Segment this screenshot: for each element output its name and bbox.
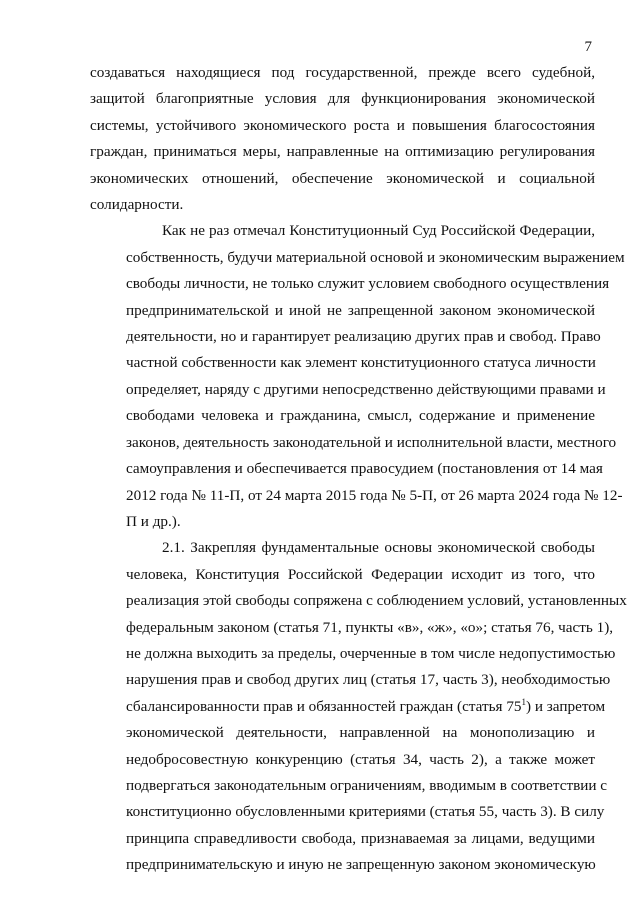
text-line: собственность, будучи материальной основой и экономическим выражением (126, 248, 625, 266)
body-text (90, 60, 627, 879)
text-line: самоуправления и обеспечивается правосудием (постановления от 14 мая (126, 460, 603, 478)
paragraph-2 (90, 218, 625, 535)
text-line: системы, устойчивого экономического роста и повышения благосостояния (90, 116, 595, 134)
text-line: сбалансированности прав и обязанностей граждан (статья $75^1$) и запретом (126, 696, 606, 715)
paragraph-1 (90, 60, 595, 218)
text-line: реализация этой свободы сопряжена с соблюдением условий, установленных (126, 592, 627, 610)
text-line: подвергаться законодательным ограничениям, вводимым в соответствии с (126, 776, 608, 794)
text-line: Как не раз отмечал Конституционный Суд Российской Федерации, (162, 222, 595, 240)
text-line: не должна выходить за пределы, очерченные в том числе недопустимостью (126, 644, 616, 662)
text-line: экономических отношений, обеспечение экономической и социальной (90, 169, 595, 187)
text-line: свободами человека и гражданина, смысл, содержание и применение (126, 407, 595, 425)
text-line: свободы личности, не только служит условием свободного осуществления (126, 275, 610, 293)
text-line: граждан, приниматься меры, направленные на оптимизацию регулирования (90, 143, 595, 161)
superscript: 1 (521, 696, 527, 707)
text-line: П и др.). (126, 512, 181, 530)
text-line: человека, Конституция Российской Федерации исходит из того, что (126, 565, 595, 583)
text-line: недобросовестную конкуренцию (статья 34, часть 2), а также может (126, 750, 595, 768)
text-line: предпринимательскую и иную не запрещенную законом экономическую (126, 856, 596, 874)
paragraph-3 (90, 535, 627, 878)
text-line: 2.1. Закрепляя фундаментальные основы экономической свободы (162, 539, 595, 557)
text-line: принципа справедливости свобода, признаваемая за лицами, ведущими (126, 829, 595, 847)
text-line: защитой благоприятные условия для функционирования экономической (90, 90, 595, 108)
page-number: 7 (584, 39, 592, 55)
text-line: частной собственности как элемент конституционного статуса личности (126, 354, 596, 372)
text-line: солидарности. (90, 196, 184, 214)
text-line: законов, деятельность законодательной и исполнительной власти, местного (126, 433, 617, 451)
text-line: предпринимательской и иной не запрещенной законом экономической (126, 301, 595, 319)
text-line: 2012 года № 11-П, от 24 марта 2015 года № 5-П, от 26 марта 2024 года № 12- (126, 486, 623, 504)
text-line: экономической деятельности, направленной на монополизацию и (126, 724, 595, 742)
text-line: определяет, наряду с другими непосредственно действующими правами и (126, 380, 606, 398)
text-line: нарушения прав и свобод других лиц (статья 17, часть 3), необходимостью (126, 671, 611, 689)
text-line: создаваться находящиеся под государственной, прежде всего судебной, (90, 64, 595, 81)
text-line: федеральным законом (статья 71, пункты «в», «ж», «о»; статья 76, часть 1), (126, 618, 614, 636)
text-line: деятельности, но и гарантирует реализацию других прав и свобод. Право (126, 328, 601, 346)
text-line: конституционно обусловленными критериями (статья 55, часть 3). В силу (126, 803, 605, 821)
